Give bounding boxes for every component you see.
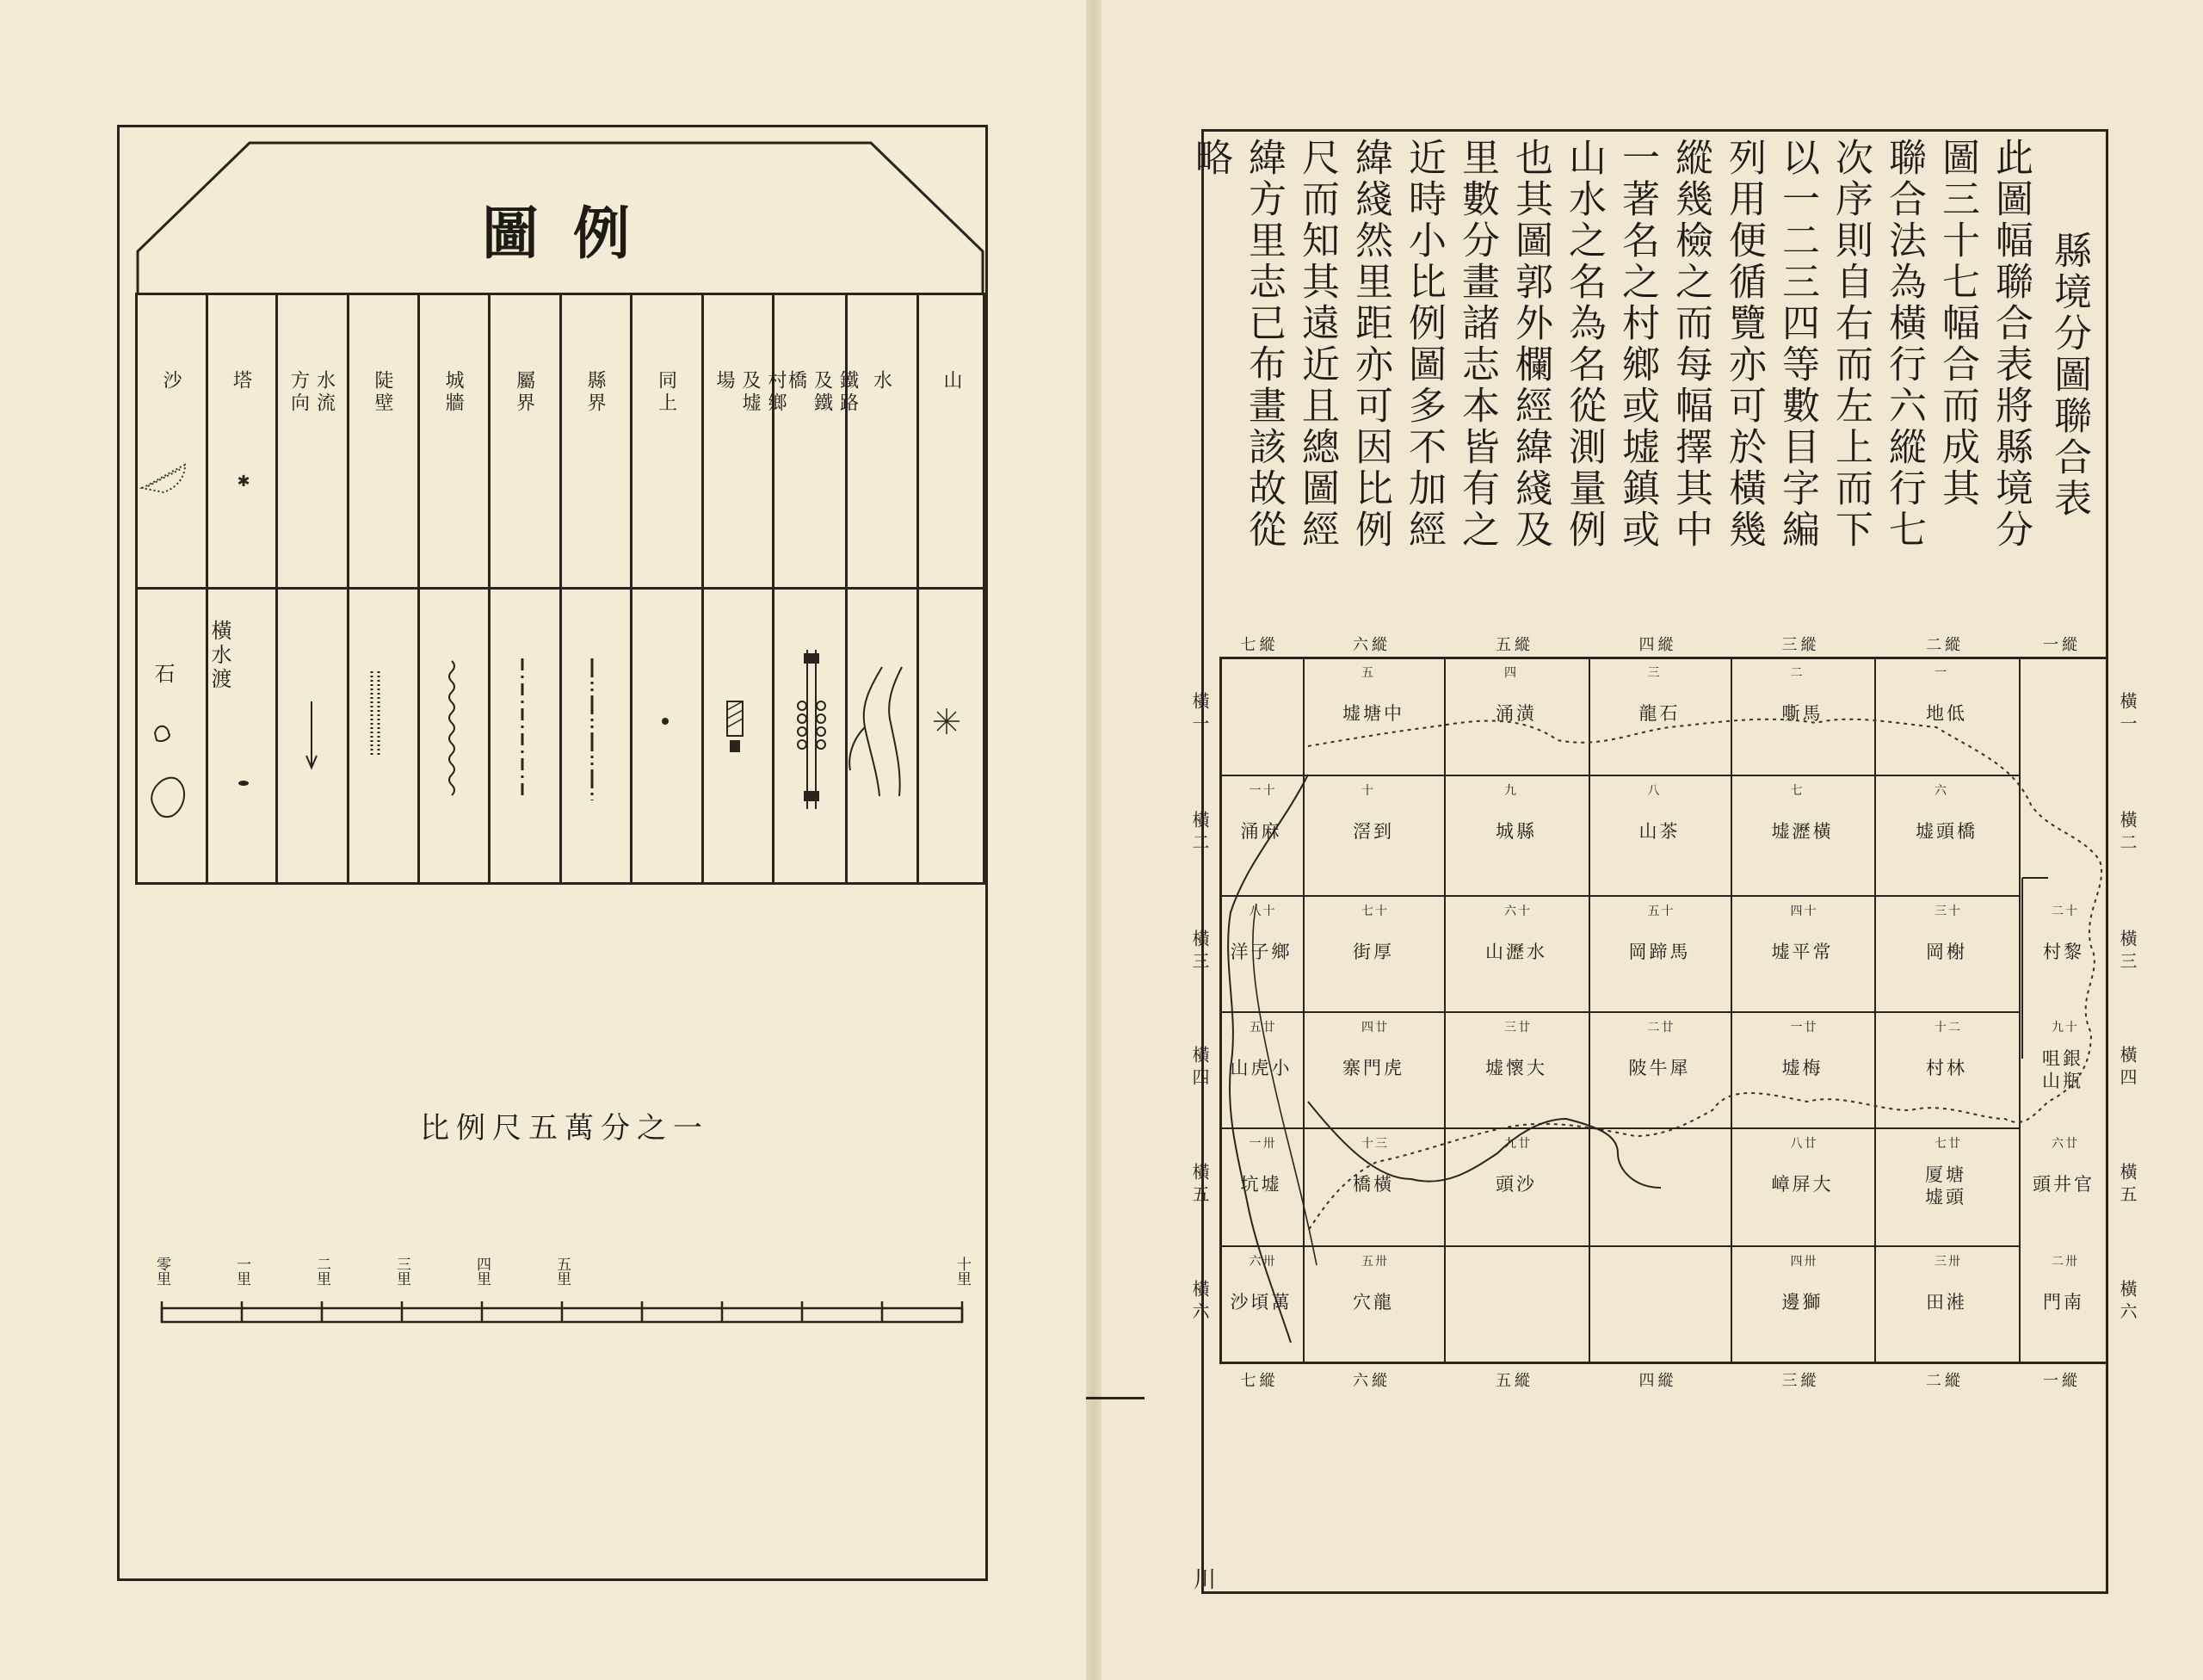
col-head-bottom: 七縱	[1240, 1372, 1279, 1390]
grid-col-line	[2019, 657, 2021, 1362]
legend-label-city: 城牆	[442, 370, 464, 415]
cell-place-name: 洋子鄉	[1230, 942, 1293, 962]
cell-number: 五廿	[1249, 1021, 1277, 1035]
cell-number: 十二	[1935, 1021, 1962, 1035]
cell-place-name: 陂牛犀	[1628, 1058, 1691, 1078]
tower-symbol: ✱	[237, 472, 250, 491]
legend-label-flow: 水流方向	[287, 370, 336, 415]
col-head-bottom: 五縱	[1496, 1372, 1533, 1390]
grid-row-line	[1219, 1127, 2019, 1129]
intro-column: 列用便循覽亦可於橫幾	[1722, 138, 1766, 551]
cell-number: 二	[1790, 666, 1805, 680]
intro-column: 緯方里志已布畫該故從	[1242, 138, 1286, 551]
col-head-bottom: 一縱	[2043, 1372, 2081, 1390]
col-head-bottom: 六縱	[1353, 1372, 1391, 1390]
cell-number: 一廿	[1790, 1021, 1818, 1035]
row-head-right: 橫三	[2117, 929, 2138, 974]
grid-left-line	[1219, 657, 1222, 1362]
intro-column: 略	[1188, 138, 1232, 179]
grid-col-line	[1303, 657, 1305, 1362]
cell-place-name: 橋橫	[1353, 1174, 1394, 1195]
cell-place-name: 沙頃萬	[1230, 1292, 1293, 1312]
legend-label-dept: 屬界	[513, 370, 535, 415]
cell-number: 六	[1935, 784, 1948, 798]
legend-col-divider	[347, 293, 349, 885]
col-head-top: 七縱	[1240, 636, 1279, 654]
cell-place-name: 寨門虎	[1342, 1058, 1404, 1078]
cell-place-name: 街厚	[1353, 942, 1394, 962]
legend-label-sand: 沙	[160, 370, 182, 392]
cell-place-name: 岡榭	[1926, 942, 1967, 962]
legend-col-divider	[916, 293, 919, 885]
intro-column: 近時小比例圖多不加經	[1402, 138, 1446, 551]
legend-label-same: 同上	[655, 370, 677, 415]
intro-column: 一著名之村鄉或墟鎮或	[1615, 138, 1659, 551]
row-head-right: 橫一	[2117, 691, 2138, 737]
cell-number: 三	[1647, 666, 1662, 680]
cell-number: 九廿	[1504, 1137, 1532, 1151]
grid-top-line	[1219, 657, 2108, 659]
cell-place-name: 山虎小	[1230, 1058, 1293, 1078]
intro-column: 山水之名為名從測量例	[1562, 138, 1606, 551]
cell-place-name: 墟梅	[1781, 1058, 1823, 1078]
cell-number: 三卅	[1935, 1255, 1962, 1269]
grid-bottom-line	[1219, 1362, 2108, 1364]
cell-place-name: 墟瀝橫	[1771, 821, 1834, 842]
grid-row-line	[1219, 1245, 2019, 1247]
cell-number: 六卅	[1249, 1255, 1277, 1269]
cell-place-name: 頭沙	[1496, 1174, 1537, 1195]
cell-number: 九	[1504, 784, 1518, 798]
cell-number: 四卅	[1790, 1255, 1818, 1269]
cell-place-name: 滘到	[1353, 821, 1394, 842]
cell-number: 三十	[1935, 905, 1962, 918]
grid-row-line	[1219, 895, 2019, 897]
cell-number: 五	[1361, 666, 1375, 680]
scale-tick-label: 二里	[313, 1257, 330, 1286]
legend-title: 圖例	[482, 200, 664, 267]
scale-tick-label: 五里	[553, 1257, 571, 1286]
row-head-right: 橫五	[2117, 1162, 2138, 1208]
cell-place-name: 邊獅	[1781, 1292, 1823, 1312]
col-head-top: 六縱	[1353, 636, 1391, 654]
legend-col-divider	[417, 293, 420, 885]
cell-place-name: 岡蹄馬	[1628, 942, 1691, 962]
legend-label-water: 水	[870, 370, 892, 392]
intro-column: 以一二三四等數目字編	[1775, 138, 1819, 551]
legend-label-tower: 塔	[230, 370, 252, 392]
intro-column: 也其圖郭外欄經緯綫及	[1509, 138, 1552, 551]
cell-place-name: 厦塘墟頭	[1925, 1164, 1966, 1208]
cell-number: 十三	[1361, 1137, 1389, 1151]
legend-col-divider	[559, 293, 562, 885]
cell-place-name: 山茶	[1638, 821, 1681, 842]
row-head-left: 橫一	[1189, 691, 1210, 737]
cell-number: 八廿	[1790, 1137, 1818, 1151]
cell-place-name: 頭井官	[2033, 1174, 2095, 1195]
cell-number: 四	[1504, 666, 1518, 680]
cell-place-name: 咀銀山瓶	[2042, 1048, 2083, 1091]
grid-row-line	[1219, 1011, 2019, 1013]
cell-place-name: 嶂屏大	[1771, 1174, 1834, 1195]
intro-column: 此圖幅聯合表將縣境分	[1989, 138, 2033, 551]
cell-number: 二卅	[2052, 1255, 2079, 1269]
cell-number: 五卅	[1361, 1255, 1389, 1269]
cell-number: 六十	[1504, 905, 1532, 918]
gutter-mark	[1086, 1397, 1145, 1399]
cell-place-name: 墟平常	[1771, 942, 1834, 962]
cell-number: 八十	[1249, 905, 1277, 918]
cell-place-name: 門南	[2043, 1292, 2084, 1312]
cell-number: 二十	[2052, 905, 2079, 918]
intro-column: 聯合法為橫行六縱行七	[1882, 138, 1926, 551]
cell-number: 四廿	[1361, 1021, 1389, 1035]
cell-number: 六廿	[2052, 1137, 2079, 1151]
col-head-bottom: 三縱	[1781, 1372, 1820, 1390]
cell-place-name: 穴龍	[1353, 1292, 1394, 1312]
row-head-left: 橫三	[1189, 929, 1210, 974]
cell-place-name: 涌麻	[1240, 821, 1282, 842]
grid-col-line	[1874, 657, 1876, 1362]
row-head-left: 橫六	[1189, 1279, 1210, 1325]
intro-column: 圖三十七幅合而成其	[1935, 138, 1979, 510]
legend-col-divider	[630, 293, 633, 885]
row-head-left: 橫四	[1189, 1045, 1210, 1090]
row-head-right: 橫六	[2117, 1279, 2138, 1325]
scale-tick-label: 十里	[953, 1257, 971, 1286]
legend-label-embank: 陡壁	[372, 370, 393, 415]
cell-number: 三廿	[1504, 1021, 1532, 1035]
legend-label-mountain: 山	[941, 370, 962, 392]
grid-col-line	[1444, 657, 1446, 1362]
cell-number: 七廿	[1935, 1137, 1962, 1151]
cell-number: 一卅	[1249, 1137, 1277, 1151]
cell-number: 五十	[1647, 905, 1675, 918]
intro-column: 尺而知其遠近且總圖經	[1295, 138, 1339, 551]
row-head-left: 橫五	[1189, 1162, 1210, 1208]
cell-place-name: 村黎	[2043, 942, 2084, 962]
row-head-left: 橫二	[1189, 811, 1210, 855]
col-head-bottom: 二縱	[1926, 1372, 1964, 1390]
col-head-top: 四縱	[1638, 636, 1677, 654]
intro-column: 緯綫然里距亦可因比例	[1348, 138, 1392, 551]
cell-number: 八	[1647, 784, 1662, 798]
scale-tick-label: 零里	[153, 1257, 170, 1286]
legend-col-divider	[275, 293, 278, 885]
col-head-bottom: 四縱	[1638, 1372, 1677, 1390]
legend-label-village: 村鄉及墟場	[713, 370, 787, 415]
cell-number: 一	[1935, 666, 1948, 680]
legend-label-railway: 鐵路及鐵橋	[785, 370, 859, 415]
intro-column: 次序則自右而左上而下	[1829, 138, 1873, 551]
legend-col-divider	[206, 293, 208, 885]
col-head-top: 一縱	[2043, 636, 2081, 654]
legend-label-county: 縣界	[584, 370, 606, 415]
cell-number: 一十	[1249, 784, 1277, 798]
cell-place-name: 山瀝水	[1485, 942, 1547, 962]
row-head-right: 橫四	[2117, 1045, 2138, 1090]
cell-place-name: 地低	[1926, 703, 1967, 724]
cell-place-name: 田溎	[1926, 1292, 1967, 1312]
grid-col-line	[1589, 657, 1590, 1362]
page-folio: 川	[1194, 1567, 1217, 1593]
ferry-label: 橫水渡	[207, 620, 231, 692]
cell-number: 四十	[1790, 905, 1818, 918]
col-head-top: 三縱	[1781, 636, 1820, 654]
cell-place-name: 墟塘中	[1342, 703, 1404, 724]
cell-place-name: 城縣	[1496, 821, 1537, 842]
col-head-top: 二縱	[1926, 636, 1964, 654]
cell-number: 七十	[1361, 905, 1389, 918]
cell-place-name: 嘶馬	[1781, 703, 1823, 724]
legend-col-divider	[488, 293, 491, 885]
cell-place-name: 龍石	[1638, 703, 1681, 724]
scale-tick-label: 三里	[393, 1257, 410, 1286]
cell-place-name: 村林	[1926, 1058, 1967, 1078]
scale-tick-label: 一里	[233, 1257, 250, 1286]
cell-place-name: 墟頭橋	[1916, 821, 1978, 842]
rock-label: 石	[151, 663, 175, 687]
grid-row-line	[1219, 775, 2019, 776]
cell-number: 十	[1361, 784, 1375, 798]
cell-place-name: 墟懷大	[1485, 1058, 1547, 1078]
cell-number: 二廿	[1647, 1021, 1675, 1035]
grid-col-line	[1731, 657, 1732, 1362]
cell-number: 九十	[2052, 1021, 2079, 1035]
cell-place-name: 坑墟	[1240, 1174, 1282, 1195]
intro-title: 縣境分圖聯合表	[2047, 231, 2091, 520]
scale-ratio: 比例尺五萬分之一	[420, 1111, 709, 1146]
intro-column: 縱幾檢之而每幅擇其中	[1669, 138, 1712, 551]
col-head-top: 五縱	[1496, 636, 1533, 654]
intro-column: 里數分畫諸志本皆有之	[1455, 138, 1499, 551]
row-head-right: 橫二	[2117, 811, 2138, 855]
cell-number: 七	[1790, 784, 1805, 798]
scale-tick-label: 四里	[473, 1257, 491, 1286]
legend-col-divider	[701, 293, 704, 885]
cell-place-name: 涌潢	[1496, 703, 1537, 724]
